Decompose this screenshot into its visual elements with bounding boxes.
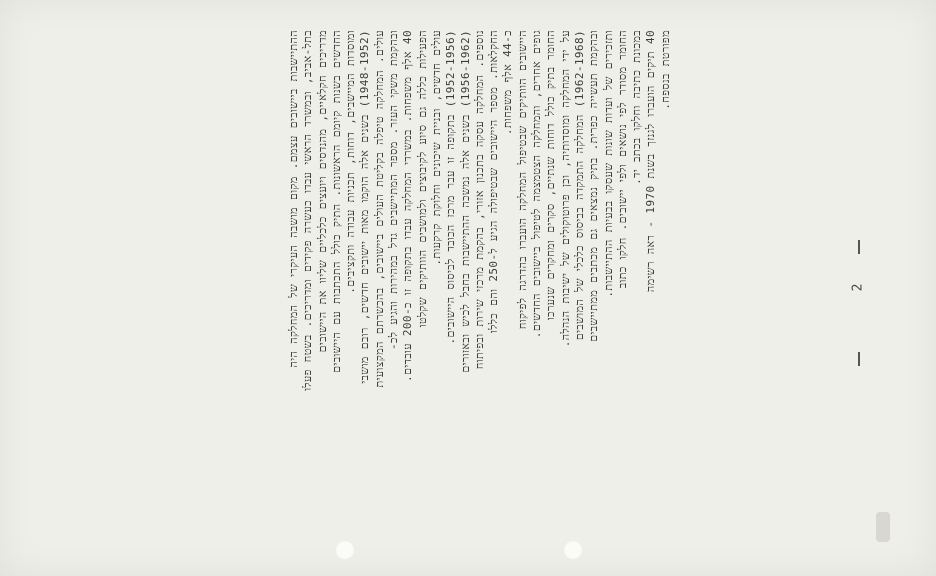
- text-line: גופים אחרים, והמחלקה הצטמצמה לטיפול ביישובים החדשים.: [530, 30, 544, 339]
- text-line: במכונת כתיבה וחלקו בכתב יד.: [630, 30, 644, 185]
- text-line: החומר בתיק כולל דוחות שנתיים, סקרים ומחקרים שנערכו: [544, 30, 558, 321]
- text-line: נוספים. המחלקה עסקה בתכנון אזורי, בהקמת מרכזי שירות ובפיתוח: [472, 30, 486, 370]
- punch-hole-right: [563, 540, 583, 560]
- text-line: החקלאות. מספר היישובים שבטיפולה הגיע ל-250 והם כללו: [487, 30, 501, 333]
- text-line: היישובים הוותיקים שבטיפול המחלקה הועברו בהדרגה לפיקוח: [515, 30, 529, 330]
- text-line: הפעילות כללה גם סיוע לקיבוצים ולמושבים הוותיקים שקלטו: [415, 30, 429, 328]
- document-body-rotated: [200, 20, 760, 560]
- text-line: ותזכירים של ועדות שונות שעסקו בבעיות ההתיישבות.: [601, 30, 615, 298]
- text-line: בתל-אביב, ובמשרד הראשי עבדו כעשרה פקידים ומדריכים. בשטח פעלו: [301, 30, 315, 391]
- page-number-dash-top: [858, 240, 860, 254]
- text-line: עולים. המחלקה טיפלה בקליטת העולים ביישובים, בהכשרתם המקצועית: [372, 30, 386, 388]
- text-line: (1956-1962) בשנים אלה נמשכה ההתיישבות בחבל לכיש ובאזורים: [458, 30, 472, 373]
- text-line: 40 תיקים הועברו לגנזך בשנת 1970 - ראה רשימה: [644, 30, 658, 293]
- text-line: מפורטת בנספח.: [658, 30, 672, 110]
- page-number: 2: [850, 283, 866, 292]
- text-line: ההתיישבות ביישובים עצמם. מקום מושבה העיקרי של המחלקה היה: [286, 30, 300, 368]
- text-line: ומוסדות המיישבים, דוחות, תכניות עבודה ותקציבים.: [344, 30, 358, 294]
- text-line: החומר מסודר לפי נושאים ולפי יישובים. חלקו כתוב: [615, 30, 629, 289]
- text-line: כ-44 אלף משפחות.: [501, 30, 515, 136]
- text-line: החדשים בשנות קיומם הראשונות. התיק כולל התכתבות עם היישובים: [329, 30, 343, 373]
- punch-hole-left: [335, 540, 355, 560]
- text-line: עולים חדשים, ובניית שיכונים וחלוקת קרקעות.: [429, 30, 443, 266]
- paper-stain: [876, 512, 890, 542]
- page-number-dash-bottom: [858, 352, 860, 366]
- typewritten-text: [287, 30, 673, 550]
- text-line: על ידי המחלקה ומוסדותיה, וכן פרוטוקולים של ישיבות הנהלה.: [558, 30, 572, 348]
- text-line: ובהקמת תעשייה כפרית. בתיק נמצאים גם מכתבים ממתיישבים: [587, 30, 601, 342]
- text-line: (1952-1956) בתקופה זו עבר מרכז הכובד לביסוס היישובים.: [444, 30, 458, 345]
- text-line: (1962-1968) המחלקה התמקדה בביסוס כלכלי של המושבים: [572, 30, 586, 341]
- text-line: (1948-1952) בשנים אלה הוקמו מאות יישובים חדשים, רובם מושבי: [358, 30, 372, 384]
- text-line: 40 אלף משפחות. במשרדי המחלקה עבדו בתקופה זו כ-200 עובדים.: [401, 30, 415, 382]
- text-line: ובהקמת משקי העזר. מספר המתיישבים גדל במהירות והגיע לכ-: [387, 30, 401, 351]
- text-line: מדריכים חקלאיים, מהנדסים ויועצים כלכליים שליוו את היישובים: [315, 30, 329, 353]
